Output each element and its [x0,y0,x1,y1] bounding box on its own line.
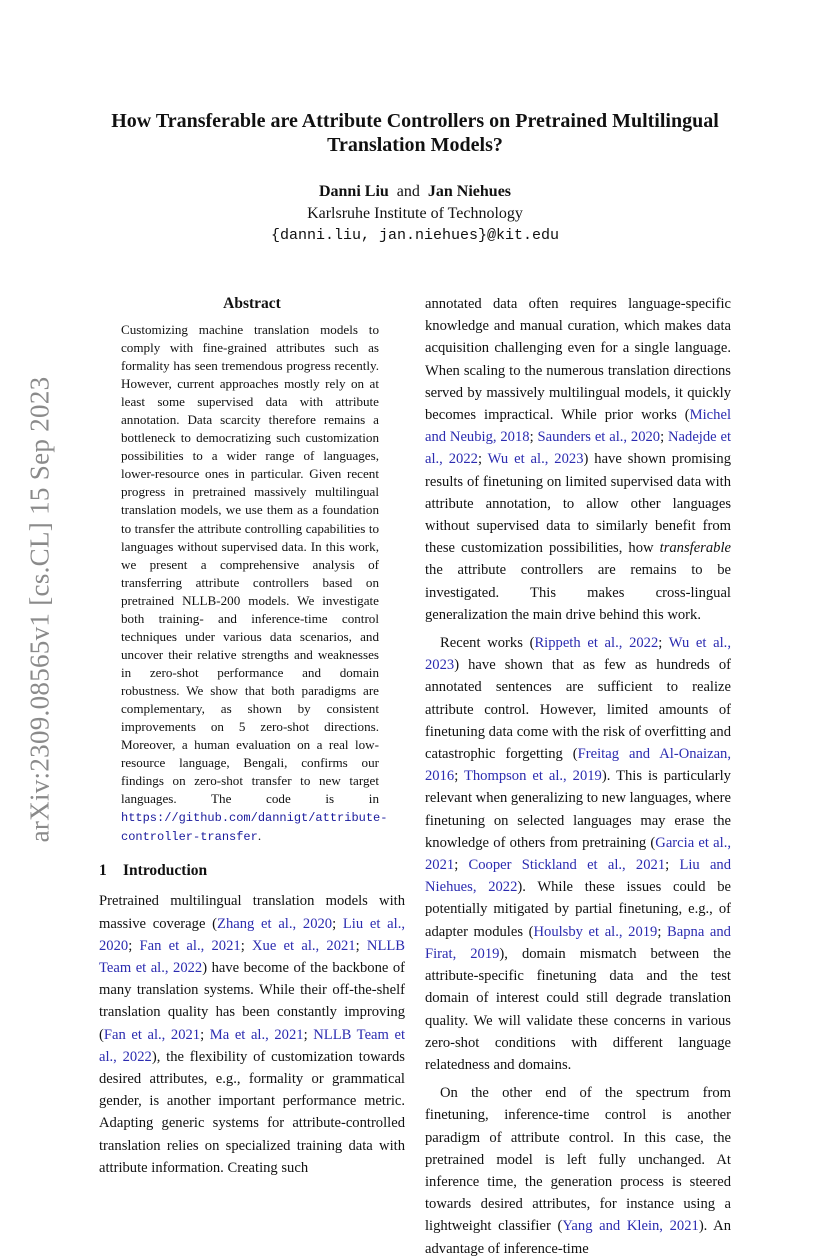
citation-link[interactable]: NLLB Team et al., 2022 [99,937,406,976]
body-text: ; [200,1026,210,1043]
abstract-end: . [257,828,262,844]
intro-paragraph-1-continued [425,293,731,626]
body-text: ; [657,923,668,940]
body-text: ; [454,857,469,874]
body-text: ; [665,857,680,874]
author-conjunction: and [396,183,420,200]
body-text: ; [303,1026,314,1043]
right-column [425,293,731,1260]
author-emails: {danni.liu, jan.niehues}@kit.edu [270,227,560,244]
citation-link[interactable]: Yang and Klein, 2021 [562,1218,699,1235]
citation-link[interactable]: Fan et al., 2021 [103,1026,201,1043]
citation-link[interactable]: Xue et al., 2021 [252,937,356,954]
intro-paragraph-2 [425,632,731,1076]
body-text: On the other end of the spectrum from finetuning, inference-time control is another paradigm of attribute control. In this case, the pretrained model is left fully unchanged. At inference time, the generation process is steered towards desired attributes, for instance using a lightweight classifier ( [425,1085,731,1235]
citation-link[interactable]: Liu et al., 2020 [99,915,405,954]
section-heading-introduction [99,860,405,882]
title-line-1: How Transferable are Attribute Controllers on Pretrained Multilingual [111,110,719,132]
citation-link[interactable]: Houlsby et al., 2019 [533,923,658,940]
body-text: the attribute controllers are remains to be investigated. This makes cross-lingual generalization the main drive behind this work. [425,562,731,623]
body-text: annotated data often requires language-specific knowledge and manual curation, which makes data acquisition challenging even for a single language. When scaling to the numerous translation directions served by massively multilingual models, it quickly becomes impractical. While prior works ( [425,296,731,424]
body-text: ) have shown that as few as hundreds of annotated sentences are sufficient to realize attribute control. However, limited amounts of finetuning data come with the risk of overfitting and catastrophic forgetting ( [425,657,731,763]
citation-link[interactable]: Fan et al., 2021 [139,937,241,954]
section-title: Introduction [123,862,208,880]
body-text: ; [454,768,464,785]
citation-link[interactable]: Bapna and Firat, 2019 [425,923,731,962]
author-block [90,181,740,247]
citation-link[interactable]: Nadejde et al., 2022 [425,429,732,468]
abstract-body [121,321,388,846]
citation-link[interactable]: Ma et al., 2021 [209,1026,304,1043]
citation-link[interactable]: Wu et al., 2023 [425,635,731,674]
paper-title [90,109,740,157]
arxiv-identifier-stamp [16,362,64,856]
emphasis-text: transferable [659,540,731,557]
body-text: ) have become of the backbone of many translation systems. While their off-the-shelf translation quality has been constantly improving ( [99,959,405,1043]
body-text: ; [355,937,367,954]
body-text: ; [332,915,343,932]
abstract-heading: Abstract [223,295,281,312]
citation-link[interactable]: Saunders et al., 2020 [537,429,661,446]
body-text: ), the flexibility of customization towards desired attributes, e.g., formality or grammatical gender, is another important performance metric. Adapting generic systems for attribute-controlled translation relies on specialized training data with attribute information. Creating such [99,1048,405,1176]
body-text: Recent works ( [440,635,535,652]
body-text: ; [477,451,488,468]
intro-paragraph-1 [99,890,405,1179]
body-text: ). While these issues could be potentially mitigated by partial finetuning, e.g., of adapter modules ( [425,879,731,940]
body-text: ), domain mismatch between the attribute-specific finetuning data and the test domain of interest could still degrade translation quality. We will validate these concerns in various zero-shot conditions with different language relatedness and domains. [425,945,731,1073]
author-names [90,181,740,203]
citation-link[interactable]: Wu et al., 2023 [487,451,584,468]
body-text: ; [660,429,668,446]
intro-paragraph-3 [425,1082,731,1260]
code-link[interactable]: https://github.com/dannigt/attribute-controller-transfer [121,811,388,845]
citation-link[interactable]: Cooper Stickland et al., 2021 [468,857,666,874]
body-text: ; [529,429,538,446]
body-text: ). An advantage of inference-time [425,1218,732,1257]
body-text: ; [128,937,140,954]
citation-link[interactable]: Liu and Niehues, 2022 [425,857,732,896]
affiliation: Karlsruhe Institute of Technology [307,205,523,222]
citation-link[interactable]: Garcia et al., 2021 [425,834,731,874]
citation-link[interactable]: Freitag and Al-Onaizan, 2016 [425,746,731,785]
section-number: 1 [99,862,107,880]
arxiv-id-text: arXiv:2309.08565v1 [cs.CL] 15 Sep 2023 [24,376,55,842]
body-text: Pretrained multilingual translation models with massive coverage ( [99,893,405,932]
citation-link[interactable]: Rippeth et al., 2022 [534,635,659,652]
body-text: ; [240,937,252,954]
left-column [99,293,405,1179]
citation-link[interactable]: Zhang et al., 2020 [217,915,333,932]
citation-link[interactable]: NLLB Team et al., 2022 [99,1026,406,1065]
body-text: ; [658,635,669,652]
citation-link[interactable]: Thompson et al., 2019 [463,768,602,785]
author-1: Danni Liu [318,183,389,200]
author-2: Jan Niehues [427,183,512,200]
abstract-text: Customizing machine translation models to comply with fine-grained attributes such as formality has seen tremendous progress recently. However, current approaches mostly rely on at least some supervised data with attribute annotation. Data scarcity therefore remains a bottleneck to democratizing such customization possibilities to a wider range of languages, lower-resource ones in particular. Given recent progress in pretrained massively multilingual translation models, we use them as a foundation to transfer the attribute controlling capabilities to languages without supervised data. In this work, we present a comprehensive analysis of transferring attribute controllers based on pretrained NLLB-200 models. We investigate both training- and inference-time control techniques under various data scenarios, and uncover their relative strengths and weaknesses in zero-shot performance and domain robustness. We show that both paradigms are complementary, as shown by consistent improvements on 5 zero-shot directions. Moreover, a human evaluation on a real low-resource language, Bengali, confirms our findings on zero-shot transfer to new target languages. The code is in [121,322,379,807]
body-text: ) have shown promising results of finetuning on limited supervised data with attribute annotation, to allow other languages without supervised data to similarly benefit from these customization possibilities, how [425,451,731,557]
body-text: ). This is particularly relevant when generalizing to new languages, where finetuning on selected languages may erase the knowledge of others from pretraining ( [425,768,731,851]
citation-link[interactable]: Michel and Neubig, 2018 [425,407,731,446]
title-line-2: Translation Models? [327,134,503,156]
